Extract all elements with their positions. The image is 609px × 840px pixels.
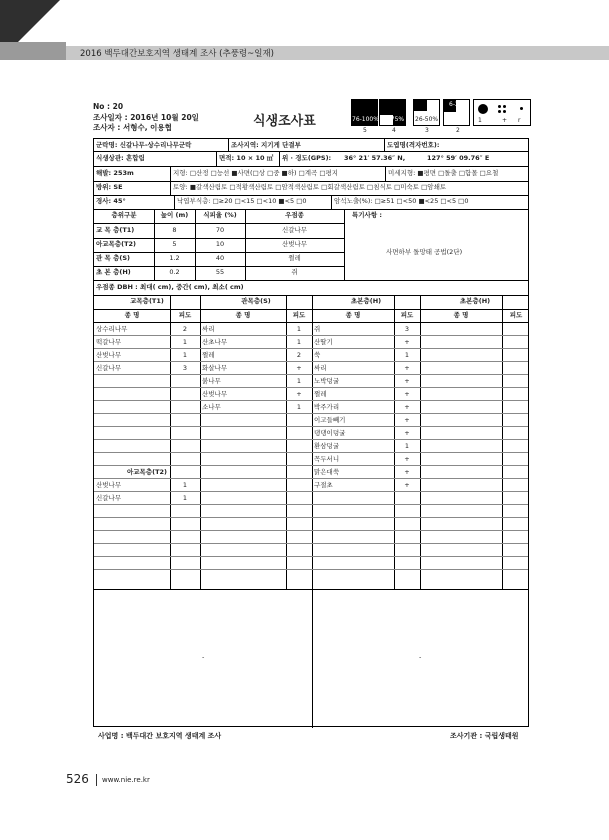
shrub-species-cover: +	[296, 364, 302, 372]
scale-label-1: 1	[478, 117, 482, 124]
herb-species-cover: +	[404, 377, 410, 385]
page-title: 식생조사표	[253, 114, 316, 129]
layer-header-dominant: 우점종	[285, 211, 304, 219]
gps-latitude: 36° 21′ 57.36″ N,	[344, 154, 406, 162]
community-name: 군락명: 신갈나무-상수리나무군락	[96, 141, 192, 149]
scale-label-3: 26-50%	[415, 116, 439, 123]
map-sheet-name: 도엽명(격자번호):	[387, 141, 440, 149]
species-group-shrub: 관목층(S)	[241, 297, 271, 305]
shrub-species-name: 산초나무	[202, 338, 228, 346]
tree-species-cover: 2	[182, 325, 188, 333]
herb-species-name: 싸리	[314, 364, 327, 372]
aspect: 방위: SE	[96, 183, 123, 191]
layer-s-cover: 40	[215, 254, 225, 262]
col-cover-herb-2: 피도	[509, 311, 523, 319]
layer-header-height: 높이 (m)	[160, 211, 189, 219]
project-name: 사업명 : 백두대간 보호지역 생태계 조사	[98, 732, 222, 740]
herb-species-cover: +	[404, 429, 410, 437]
herb-species-cover: +	[404, 416, 410, 424]
herb-species-name: 박주가리	[314, 403, 340, 411]
scale-number-3: 3	[425, 127, 429, 134]
shrub-species-cover: 1	[296, 377, 302, 385]
herb-species-cover: 1	[404, 442, 410, 450]
herb-species-name: 구절초	[314, 481, 333, 489]
tree-species-name: 신갈나무	[96, 364, 122, 372]
layer-row-h: 초 본 층(H)	[96, 268, 131, 276]
shrub-species-name: 소나무	[202, 403, 221, 411]
herb-species-cover: 3	[404, 325, 410, 333]
herb-species-name: 꼭두서니	[314, 455, 340, 463]
shrub-species-name: 산벚나무	[202, 390, 228, 398]
header-tab	[0, 42, 66, 60]
litter-layer: 낙엽부식층: □≥20 □<15 □<10 ■<5 □0	[177, 197, 307, 205]
scale-label-plus: +	[502, 117, 508, 124]
col-name-herb-1: 종 명	[345, 311, 361, 319]
micro-terrain: 미세지형: ■평면 □돌출 □함몰 □요철	[388, 169, 499, 177]
subtree-species-name: 산벚나무	[96, 481, 122, 489]
shrub-species-cover: 2	[296, 351, 302, 359]
layer-s-height: 1.2	[169, 254, 180, 262]
survey-agency: 조사기관 : 국립생태원	[450, 732, 519, 740]
tree-species-name: 상수리나무	[96, 325, 128, 333]
scale-number-5: 5	[363, 127, 367, 134]
shrub-species-name: 싸리	[202, 325, 215, 333]
layer-s-dominant: 쩔레	[288, 254, 301, 262]
tree-species-cover: 1	[182, 351, 188, 359]
remarks-text: 사면하부 돌망태 공법(2단)	[386, 248, 463, 256]
dominant-dbh: 우점종 DBH : 최대( cm), 중간( cm), 최소( cm)	[96, 283, 244, 291]
sketch-right-mark: -	[419, 653, 422, 661]
shrub-species-cover: 1	[296, 338, 302, 346]
layer-header-cover: 식피율 (%)	[203, 211, 237, 219]
scale-label-r: r	[518, 117, 521, 124]
layer-header-layer: 층위구분	[111, 211, 137, 219]
tree-species-name: 떡갈나무	[96, 338, 122, 346]
herb-species-cover: +	[404, 455, 410, 463]
plot-area: 면적: 10 × 10 ㎡	[219, 154, 274, 162]
scale-label-2: 6-25%	[449, 101, 469, 108]
herb-species-cover: +	[404, 364, 410, 372]
slope: 경사: 45°	[96, 197, 126, 205]
shrub-species-cover: 1	[296, 325, 302, 333]
herb-species-name: 이고들빼기	[314, 416, 346, 424]
gps-label: 위 · 경도(GPS):	[282, 154, 332, 162]
subtree-species-name: 신갈나무	[96, 494, 122, 502]
scale-label-5: 76-100%	[352, 116, 379, 123]
subtree-species-cover: 1	[182, 481, 188, 489]
species-group-tree: 교목층(T1)	[130, 297, 164, 305]
layer-row-s: 관 목 층(S)	[96, 254, 130, 262]
layer-header-remarks: 특기사항 :	[352, 211, 382, 219]
survey-region: 조사지역: 지기게 단결부	[231, 141, 301, 149]
gps-longitude: 127° 59′ 09.76″ E	[427, 154, 490, 162]
species-group-herb-1: 초본층(H)	[350, 297, 382, 305]
herb-species-name: 쑥	[314, 351, 321, 359]
herb-species-cover: +	[404, 390, 410, 398]
survey-number: No : 20	[93, 102, 124, 111]
herb-species-name: 댕댕이덩굴	[314, 429, 346, 437]
shrub-species-cover: +	[296, 390, 302, 398]
website-url: www.nie.re.kr	[102, 776, 150, 784]
herb-species-name: 쥐	[314, 325, 321, 333]
herb-species-cover: +	[404, 403, 410, 411]
scale-number-2: 2	[456, 127, 460, 134]
herb-species-cover: 1	[404, 351, 410, 359]
herb-species-cover: +	[404, 338, 410, 346]
running-title: 2016 백두대간보호지역 생태계 조사 (추풍령~일재)	[80, 49, 274, 59]
col-name-tree: 종 명	[124, 311, 140, 319]
layer-t1-cover: 70	[215, 226, 225, 234]
shrub-species-name: 붉나무	[202, 377, 221, 385]
layer-row-t1: 교 목 층(T1)	[96, 226, 135, 234]
layer-h-cover: 55	[215, 268, 225, 276]
col-name-herb-2: 종 명	[453, 311, 469, 319]
scale-number-4: 4	[392, 127, 396, 134]
survey-date: 조사일자 : 2016년 10월 20일	[93, 113, 199, 122]
layer-t1-height: 8	[172, 226, 177, 234]
shrub-species-name: 화살나무	[202, 364, 228, 372]
subtree-layer-header: 아교목층(T2)	[126, 468, 167, 476]
layer-t2-height: 5	[172, 240, 177, 248]
herb-species-name: 노박덩굴	[314, 377, 340, 385]
herb-species-name: 산딸기	[314, 338, 333, 346]
layer-row-t2: 아교목층(T2)	[96, 240, 137, 248]
col-cover-shrub: 피도	[292, 311, 306, 319]
tree-species-cover: 3	[182, 364, 188, 372]
vegetation-physiognomy: 식생상관: 혼합림	[96, 154, 145, 162]
shrub-species-name: 쩔레	[202, 351, 215, 359]
altitude: 해발: 253m	[96, 169, 134, 177]
sketch-left-mark: -	[202, 653, 205, 661]
page-number: 526	[66, 772, 89, 786]
herb-species-cover: +	[404, 481, 410, 489]
soil-type: 토양: ■갈색산림토 □적황색산림토 □암적색산림토 □회갈색산림토 □침식토 □미숙토 □암쇄토	[173, 183, 447, 191]
col-cover-herb-1: 피도	[400, 311, 414, 319]
herb-species-name: 환삼덩굴	[314, 442, 340, 450]
herb-species-cover: +	[404, 468, 410, 476]
vegetation-survey-form	[93, 138, 529, 727]
tree-species-cover: 1	[182, 338, 188, 346]
tree-species-name: 산벚나무	[96, 351, 122, 359]
species-group-herb-2: 초본층(H)	[459, 297, 491, 305]
shrub-species-cover: 1	[296, 403, 302, 411]
layer-t1-dominant: 신갈나무	[281, 226, 308, 234]
herb-species-name: 쩔레	[314, 390, 327, 398]
layer-h-dominant: 쥐	[291, 268, 298, 276]
scale-label-4: 51-75%	[381, 116, 405, 123]
herb-species-name: 맑은대쑥	[314, 468, 340, 476]
layer-t2-dominant: 산벚나무	[281, 240, 308, 248]
layer-h-height: 0.2	[169, 268, 180, 276]
col-name-shrub: 종 명	[235, 311, 251, 319]
layer-t2-cover: 10	[215, 240, 225, 248]
page-divider	[96, 774, 97, 786]
surveyors: 조사자 : 서형수, 이용협	[93, 123, 172, 132]
subtree-species-cover: 1	[182, 494, 188, 502]
terrain: 지형: □산정 □능선 ■사면(□상 □중 ■하) □계곡 □평지	[173, 169, 339, 177]
rock-exposure: 암석노출(%): □≥51 □<50 ■<25 □<5 □0	[334, 197, 469, 205]
col-cover-tree: 피도	[178, 311, 192, 319]
